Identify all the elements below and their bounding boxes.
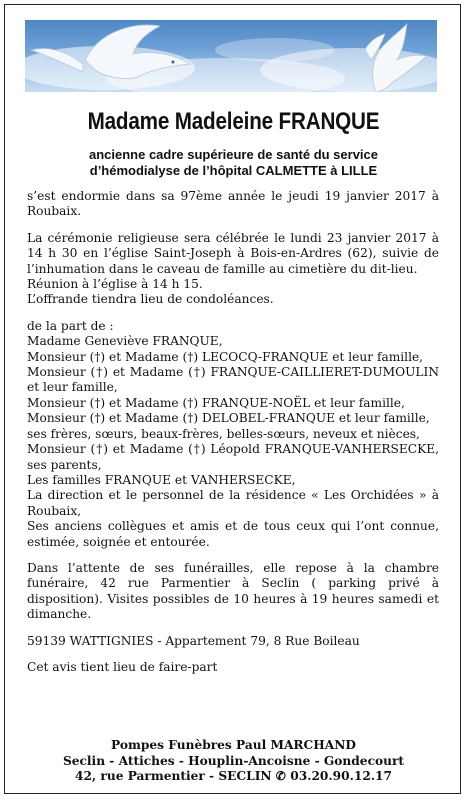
offering-note: L’offrande tiendra lieu de condoléances.: [27, 292, 274, 307]
family-list-item: Monsieur (†) et Madame (†) DELOBEL-FRANQUE et leur famille,: [27, 411, 430, 426]
family-list-item: Monsieur (†) et Madame (†) Léopold FRANQUE-VANHERSECKE, ses parents,: [27, 442, 439, 472]
subtitle-line-2: d’hémodialyse de l’hôpital CALMETTE à LILLE: [89, 163, 378, 178]
family-list-item: La direction et le personnel de la résidence « Les Orchidées » à Roubaix,: [27, 488, 439, 518]
family-list-item: Ses anciens collègues et amis et de tous ceux qui l’ont connue, estimée, soignée et entourée.: [27, 519, 439, 549]
family-list-item: Monsieur (†) et Madame (†) FRANQUE-CAILLIERET-DUMOULIN et leur famille,: [27, 365, 439, 395]
funeral-home-name: Pompes Funèbres Paul MARCHAND: [111, 738, 356, 752]
family-list-item: Les familles FRANQUE et VANHERSECKE,: [27, 472, 296, 487]
closing-note: Cet avis tient lieu de faire-part: [27, 659, 218, 674]
funeral-home-footer: [0, 738, 467, 785]
family-list-item: Monsieur (†) et Madame (†) LECOCQ-FRANQUE et leur famille,: [27, 349, 424, 364]
family-address: 59139 WATTIGNIES - Appartement 79, 8 Rue Boileau: [27, 633, 360, 648]
death-announcement: s’est endormie dans sa 97ème année le jeudi 19 janvier 2017 à Roubaix.: [27, 189, 439, 219]
funeral-home-locations: Seclin - Attiches - Houplin-Ancoisne - Gondecourt: [62, 753, 405, 768]
ceremony-details: La cérémonie religieuse sera célébrée le lundi 23 janvier 2017 à 14 h 30 en l’église Saint-Joseph à Bois-en-Ardres (62), suivie de l’inhumation dans le caveau de famille au cimetière du dit-lieu.: [27, 230, 439, 276]
dove-banner-art: [25, 20, 437, 92]
viewing-details: Dans l’attente de ses funérailles, elle repose à la chambre funéraire, 42 rue Parmentier à Seclin ( parking privé à disposition). Visites possibles de 10 heures à 19 heures samedi et dimanche.: [27, 560, 439, 622]
family-list-item: Madame Geneviève FRANQUE,: [27, 334, 223, 349]
funeral-home-contact: 42, rue Parmentier - SECLIN ✆ 03.20.90.12.17: [74, 769, 393, 784]
notice-body: [27, 189, 439, 675]
meeting-time: Réunion à l’église à 14 h 15.: [27, 277, 203, 292]
sky-banner: [25, 20, 437, 92]
from-heading: de la part de :: [27, 318, 114, 333]
family-list-item: Monsieur (†) et Madame (†) FRANQUE-NOËL et leur famille,: [27, 395, 405, 410]
subtitle-line-1: ancienne cadre supérieure de santé du service: [88, 147, 379, 162]
family-list-item: ses frères, sœurs, beaux-frères, belles-sœurs, neveux et nièces,: [27, 426, 420, 441]
deceased-name: Madame Madeleine FRANQUE: [87, 108, 380, 135]
